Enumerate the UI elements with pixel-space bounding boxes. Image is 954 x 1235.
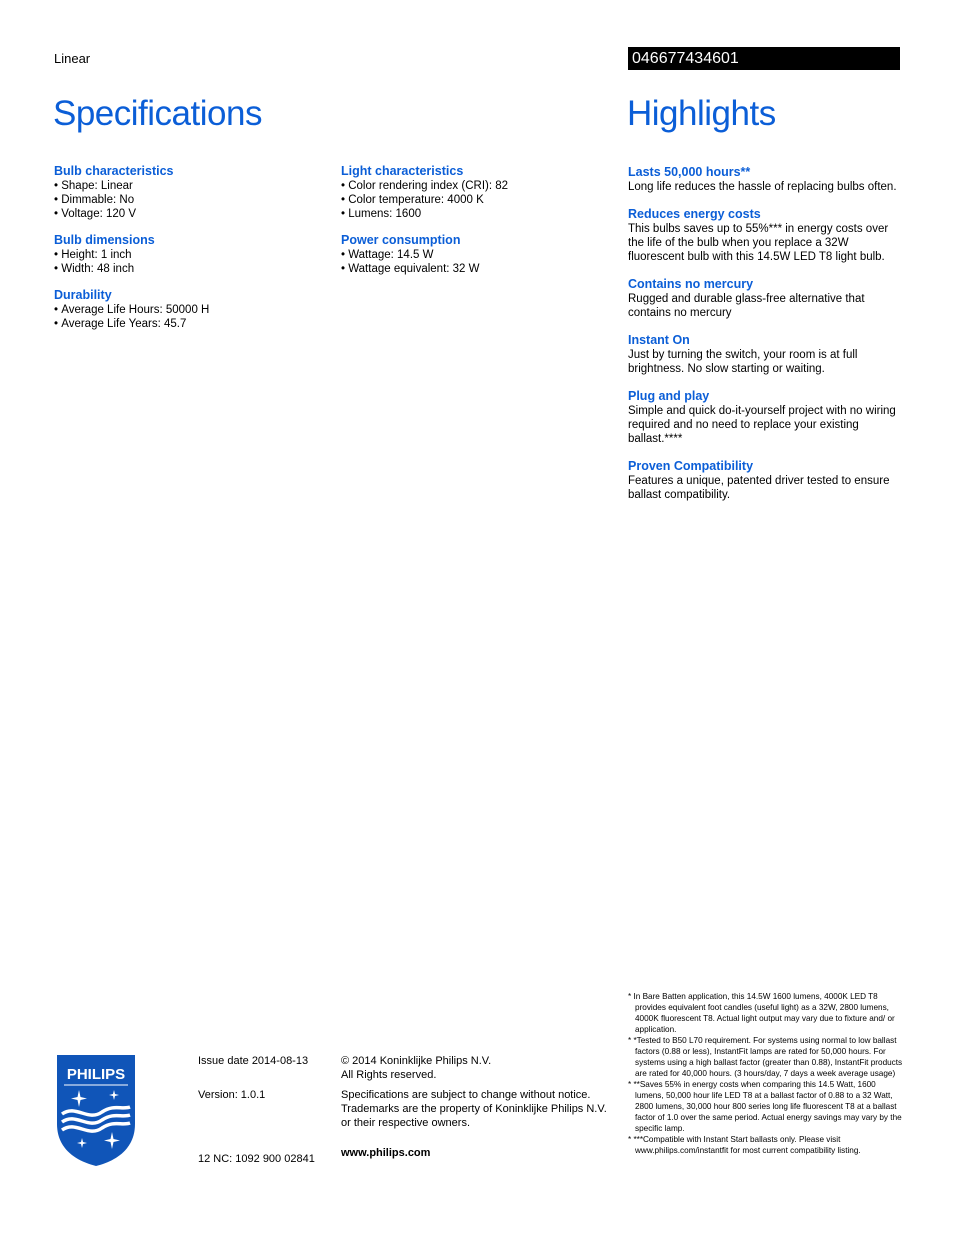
highlight-heading: Reduces energy costs bbox=[628, 207, 761, 221]
highlight-item bbox=[628, 207, 903, 264]
spec-item: • Shape: Linear bbox=[54, 179, 344, 193]
product-type: Linear bbox=[54, 51, 91, 66]
spec-column-2 bbox=[341, 164, 631, 288]
spec-section bbox=[54, 233, 344, 276]
philips-logo bbox=[54, 1052, 138, 1167]
website-link[interactable]: www.philips.com bbox=[341, 1147, 431, 1159]
highlight-text: Simple and quick do-it-yourself project with no wiring required and no need to replace your existing ballast.**** bbox=[628, 405, 896, 445]
copyright: © 2014 Koninklijke Philips N.V. bbox=[341, 1055, 492, 1067]
spec-section bbox=[54, 288, 344, 331]
spec-section-heading: Power consumption bbox=[341, 233, 461, 247]
spec-item: • Voltage: 120 V bbox=[54, 207, 344, 221]
highlight-heading: Contains no mercury bbox=[628, 277, 754, 291]
spec-section-heading: Light characteristics bbox=[341, 164, 464, 178]
logo-wordmark: PHILIPS bbox=[66, 1066, 126, 1083]
highlight-text: Long life reduces the hassle of replacing bulbs often. bbox=[628, 181, 897, 193]
spec-column-1 bbox=[54, 164, 344, 343]
spec-item: • Average Life Hours: 50000 H bbox=[54, 303, 344, 317]
highlight-heading: Plug and play bbox=[628, 389, 710, 403]
highlights-title: Highlights bbox=[627, 94, 776, 133]
spec-item: • Wattage: 14.5 W bbox=[341, 248, 631, 262]
spec-item: • Color rendering index (CRI): 82 bbox=[341, 179, 631, 193]
product-code-bar bbox=[628, 47, 900, 70]
spec-item: • Dimmable: No bbox=[54, 193, 344, 207]
footnote: * *Tested to B50 L70 requirement. For systems using normal to low ballast factors (0.88 or less), InstantFit lamps are rated for 50,000 hours. For systems using a high ballast factor (greater than 0.88), InstantFit products are rated for 40,000 hours. (3 hours/day, 7 days a week average usage) bbox=[628, 1036, 903, 1078]
spec-item: • Wattage equivalent: 32 W bbox=[341, 262, 631, 276]
highlight-text: This bulbs saves up to 55%*** in energy costs over the life of the bulb when you replace a 32W fluorescent bulb with this 14.5W LED T8 light bulb. bbox=[628, 223, 889, 263]
spec-section bbox=[54, 164, 344, 221]
highlight-text: Features a unique, patented driver tested to ensure ballast compatibility. bbox=[628, 475, 890, 501]
highlight-item bbox=[628, 165, 903, 194]
highlight-item bbox=[628, 389, 903, 446]
footer-legal bbox=[341, 1054, 611, 1160]
nc-number: 12 NC: 1092 900 02841 bbox=[198, 1153, 315, 1165]
highlight-heading: Instant On bbox=[628, 333, 690, 347]
spec-list bbox=[54, 179, 344, 221]
spec-item: • Lumens: 1600 bbox=[341, 207, 631, 221]
footnote: * In Bare Batten application, this 14.5W 1600 lumens, 4000K LED T8 provides equivalent foot candles (useful light) as a 32W, 2800 lumens, 4000K fluorescent T8. Actual light output may vary due to fixture and/ or application. bbox=[628, 992, 895, 1034]
spec-item: • Average Life Years: 45.7 bbox=[54, 317, 344, 331]
spec-list bbox=[54, 303, 344, 331]
product-code: 046677434601 bbox=[632, 50, 739, 67]
spec-section-heading: Durability bbox=[54, 288, 112, 302]
spec-list bbox=[341, 179, 631, 221]
highlight-item bbox=[628, 459, 903, 502]
highlight-text: Just by turning the switch, your room is at full brightness. No slow starting or waiting. bbox=[628, 349, 858, 375]
footnote: * **Saves 55% in energy costs when comparing this 14.5 Watt, 1600 lumens, 50,000 hour life LED T8 at a ballast factor of 0.88 to a 32 Watt, 2800 lumens, 30,000 hour 800 series long life fluorescent T8 at a ballast factor of 1.0 over the same period. Actual energy savings may vary by the specific lamp. bbox=[628, 1080, 902, 1133]
spec-section-heading: Bulb characteristics bbox=[54, 164, 174, 178]
disclaimer: Specifications are subject to change without notice. Trademarks are the property of Koninklijke Philips N.V. or their respective owners. bbox=[341, 1089, 607, 1129]
footnote: * ***Compatible with Instant Start ballasts only. Please visit www.philips.com/instantfit for most current compatibility listing. bbox=[628, 1135, 861, 1155]
spec-item: • Width: 48 inch bbox=[54, 262, 344, 276]
footnotes bbox=[628, 991, 904, 1156]
spec-list bbox=[341, 248, 631, 276]
spec-section bbox=[341, 164, 631, 221]
footer-meta bbox=[198, 1054, 328, 1166]
specifications-title: Specifications bbox=[53, 94, 262, 133]
version: Version: 1.0.1 bbox=[198, 1089, 266, 1101]
highlight-item bbox=[628, 333, 903, 376]
spec-item: • Color temperature: 4000 K bbox=[341, 193, 631, 207]
spec-section bbox=[341, 233, 631, 276]
issue-date: Issue date 2014-08-13 bbox=[198, 1055, 309, 1067]
highlight-item bbox=[628, 277, 903, 320]
highlight-heading: Lasts 50,000 hours** bbox=[628, 165, 751, 179]
spec-item: • Height: 1 inch bbox=[54, 248, 344, 262]
spec-section-heading: Bulb dimensions bbox=[54, 233, 155, 247]
highlights-list bbox=[628, 165, 903, 515]
highlight-text: Rugged and durable glass-free alternative that contains no mercury bbox=[628, 293, 865, 319]
spec-list bbox=[54, 248, 344, 276]
highlight-heading: Proven Compatibility bbox=[628, 459, 754, 473]
rights: All Rights reserved. bbox=[341, 1069, 437, 1081]
